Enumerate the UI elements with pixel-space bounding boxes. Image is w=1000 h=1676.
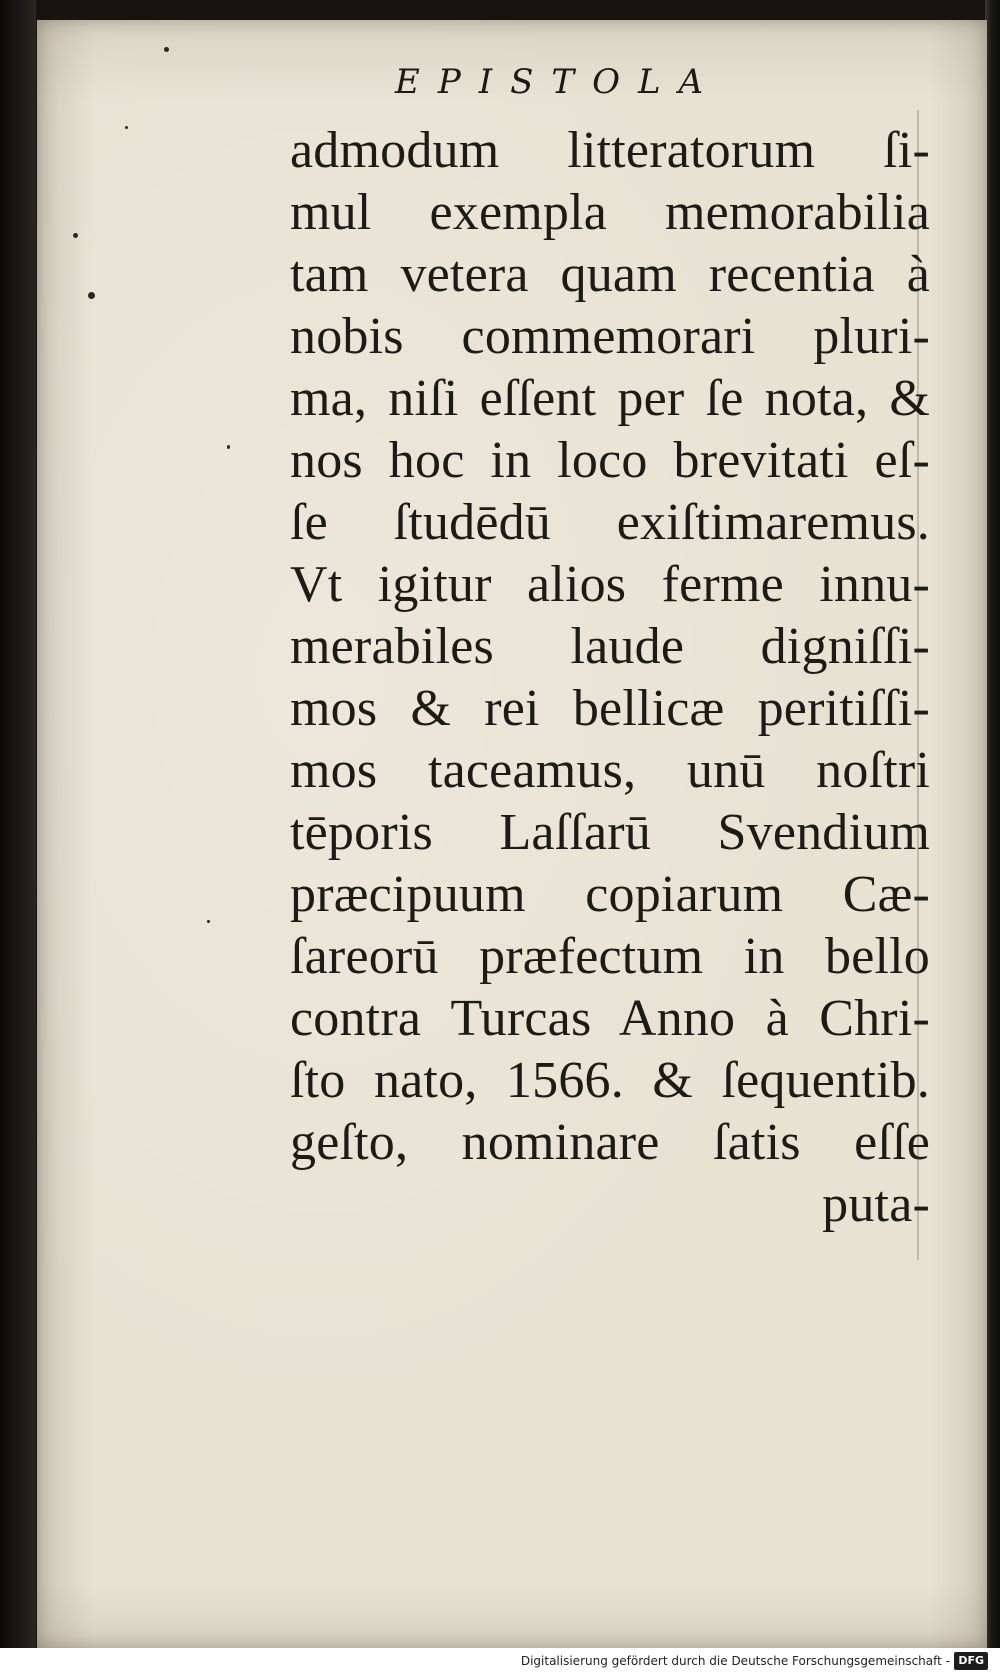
- ink-speck: [164, 47, 169, 52]
- text-line: ſe ſtudēdū exiſtimaremus.: [290, 494, 930, 551]
- dfg-logo: DFG: [954, 1652, 988, 1670]
- ink-speck: [88, 292, 95, 299]
- book-page-edge: [985, 0, 1000, 1676]
- text-line: admodum litteratorum ſi-: [290, 122, 930, 179]
- text-line: geſto, nominare ſatis eſſe: [290, 1114, 930, 1171]
- text-line: mos taceamus, unū noſtri: [290, 742, 930, 799]
- text-line: nobis commemorari pluri-: [290, 308, 930, 365]
- text-line: nos hoc in loco brevitati eſ-: [290, 432, 930, 489]
- text-line: Vt igitur alios ferme innu-: [290, 556, 930, 613]
- text-line: tam vetera quam recentia à: [290, 246, 930, 303]
- text-line: merabiles laude digniſſi-: [290, 618, 930, 675]
- text-line: ſto nato, 1566. & ſequentib.: [290, 1052, 930, 1109]
- text-line: mos & rei bellicæ peritiſſi-: [290, 680, 930, 737]
- running-header: EPISTOLA: [395, 62, 722, 102]
- ink-speck: [125, 126, 128, 129]
- body-text: [290, 120, 930, 1236]
- text-line: tēporis Laſſarū Svendium: [290, 804, 930, 861]
- text-line: contra Turcas Anno à Chri-: [290, 990, 930, 1047]
- ink-speck: [207, 920, 210, 923]
- text-line: præcipuum copiarum Cæ-: [290, 866, 930, 923]
- funding-credit: Digitalisierung gefördert durch die Deutsche Forschungsgemeinschaft -: [520, 1654, 950, 1668]
- text-line: ma, niſi eſſent per ſe nota, &: [290, 370, 930, 427]
- text-line: ſareorū præfectum in bello: [290, 928, 930, 985]
- ink-speck: [73, 233, 78, 238]
- book-spine-edge: [0, 0, 36, 1676]
- catchword: puta-: [822, 1176, 930, 1233]
- text-line: mul exempla memorabilia: [290, 184, 930, 241]
- ink-speck: [227, 445, 230, 449]
